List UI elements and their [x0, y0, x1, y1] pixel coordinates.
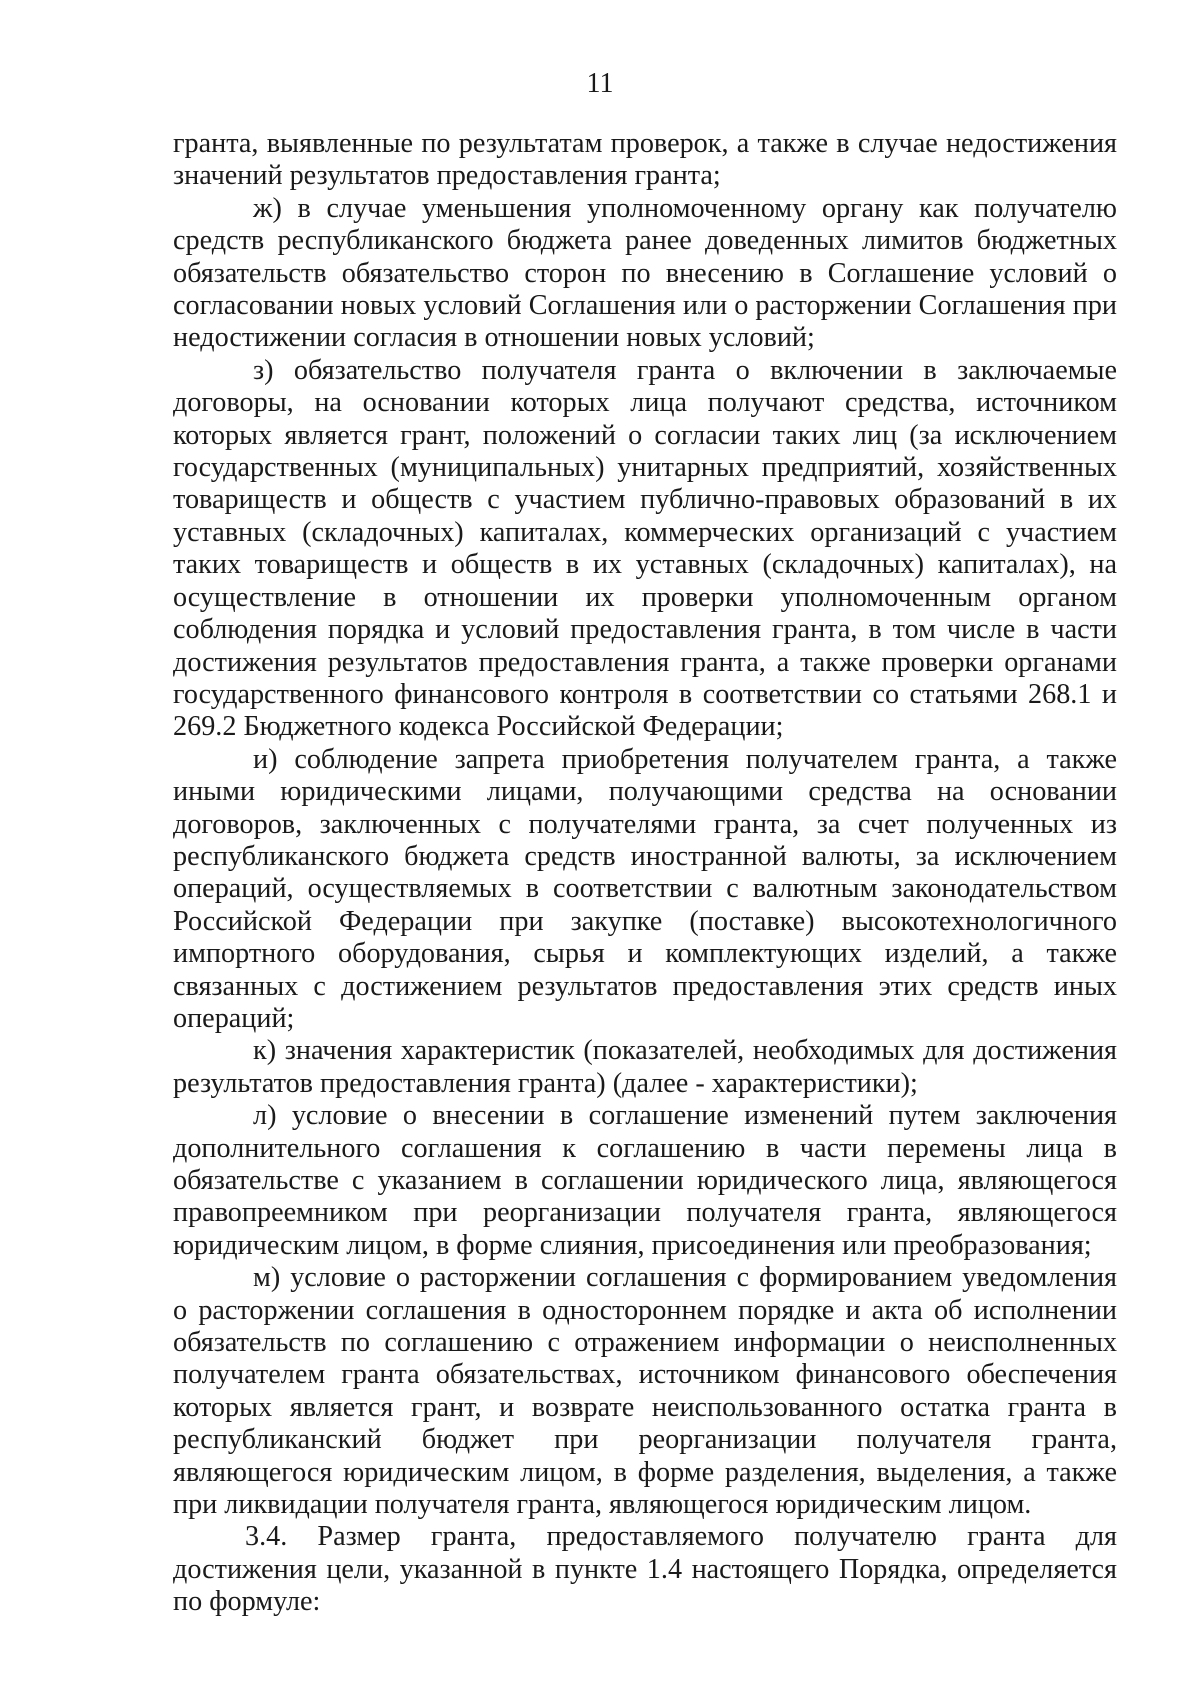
paragraph-item-k: к) значения характеристик (показателей, необходимых для достижения результатов предоставления гранта) (далее - характеристики); [173, 1035, 1117, 1099]
paragraph-item-zh: ж) в случае уменьшения уполномоченному органу как получателю средств республиканского бюджета ранее доведенных лимитов бюджетных обязательств обязательство сторон по внесению в Соглашение условий о согласовании новых условий Соглашения или о расторжении Соглашения при недостижении согласия в отношении новых условий; [173, 192, 1117, 354]
paragraph-clause-3-4: 3.4. Размер гранта, предоставляемого получателю гранта для достижения цели, указанной в пункте 1.4 настоящего Порядка, определяется по формуле: [173, 1521, 1117, 1618]
paragraph-item-i: и) соблюдение запрета приобретения получателем гранта, а также иными юридическими лицами, получающими средства на основании договоров, заключенных с получателями гранта, за счет полученных из республиканского бюджета средств иностранной валюты, за исключением операций, осуществляемых в соответствии с валютным законодательством Российской Федерации при закупке (поставке) высокотехнологичного импортного оборудования, сырья и комплектующих изделий, а также связанных с достижением результатов предоставления этих средств иных операций; [173, 743, 1117, 1034]
page-number: 11 [586, 68, 614, 99]
paragraph-item-z: з) обязательство получателя гранта о включении в заключаемые договоры, на основании которых лица получают средства, источником которых является грант, положений о согласии таких лиц (за исключением государственных (муниципальных) унитарных предприятий, хозяйственных товариществ и обществ с участием публично-правовых образований в их уставных (складочных) капиталах, коммерческих организаций с участием таких товариществ и обществ в их уставных (складочных) капиталах), на осуществление в отношении их проверки уполномоченным органом соблюдения порядка и условий предоставления гранта, в том числе в части достижения результатов предоставления гранта, а также проверки органами государственного финансового контроля в соответствии со статьями 268.1 и 269.2 Бюджетного кодекса Российской Федерации; [173, 354, 1117, 743]
paragraph-item-l: л) условие о внесении в соглашение изменений путем заключения дополнительного соглашения к соглашению в части перемены лица в обязательстве с указанием в соглашении юридического лица, являющегося правопреемником при реорганизации получателя гранта, являющегося юридическим лицом, в форме слияния, присоединения или преобразования; [173, 1100, 1117, 1261]
document-body [173, 128, 1117, 1619]
paragraph-item-m: м) условие о расторжении соглашения с формированием уведомления о расторжении соглашения в одностороннем порядке и акта об исполнении обязательств по соглашению с отражением информации о неисполненных получателем гранта обязательствах, источником финансового обеспечения которых является грант, и возврате неиспользованного остатка гранта в республиканский бюджет при реорганизации получателя гранта, являющегося юридическим лицом, в форме разделения, выделения, а также при ликвидации получателя гранта, являющегося юридическим лицом. [173, 1262, 1117, 1521]
paragraph-continuation: гранта, выявленные по результатам проверок, а также в случае недостижения значений результатов предоставления гранта; [173, 128, 1117, 192]
